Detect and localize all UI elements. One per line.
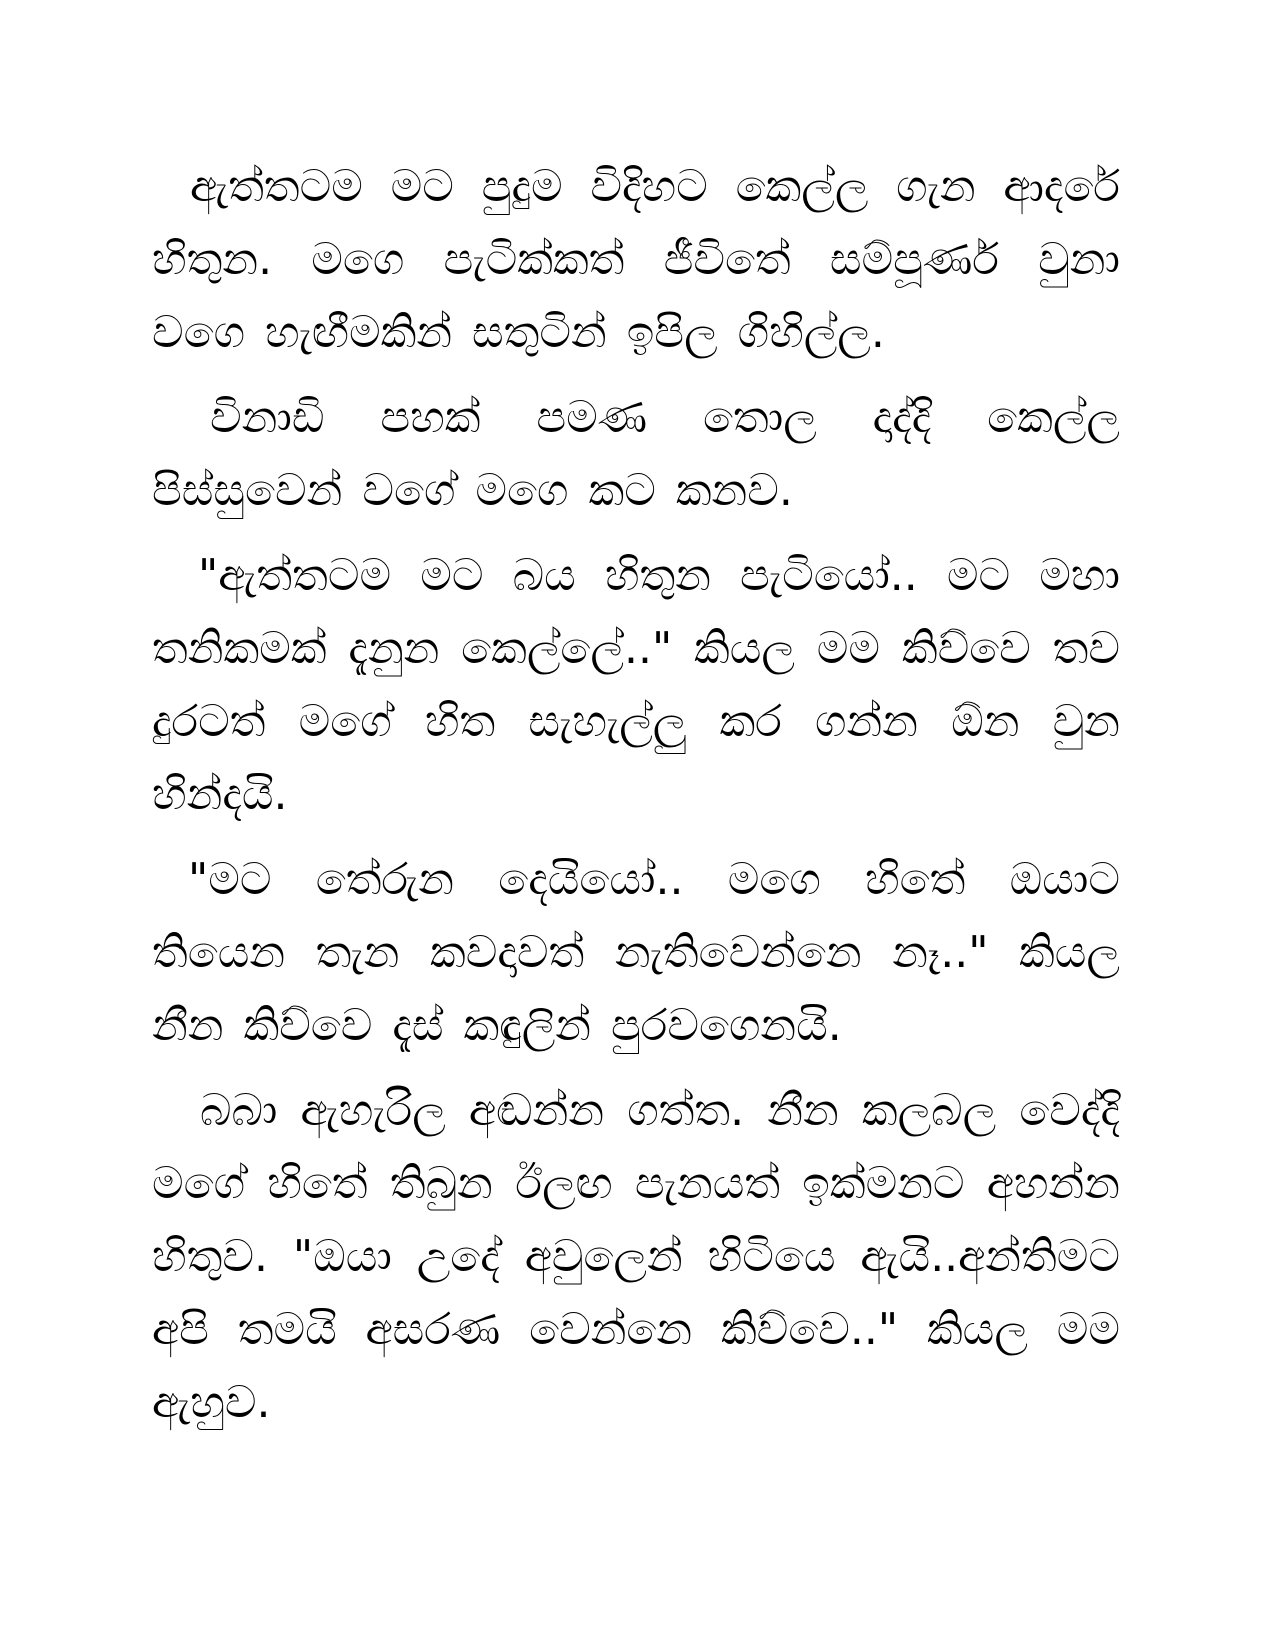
paragraph-3: "ඇත්තටම මට බය හිතුන පැටියෝ.. මට මහා තනිකමක් දැනුන කෙල්ලේ.." කියල මම කිව්වෙ තව දුරටත් මගේ හිත සැහැල්ලු කර ගන්න ඕන වුන හින්දයි. xyxy=(152,550,1120,820)
paragraph-4: "මට තේරුන දෙයියෝ.. මගෙ හිතේ ඔයාට තියෙන තැන කවදාවත් නැතිවෙන්නෙ නෑ.." කියල නීන කිව්වෙ දැස් කඳුලින් පුරවගෙනයි. xyxy=(152,854,1120,1051)
paragraph-5: බබා ඇහැරිල අඬන්න ගත්ත. නීන කලබල වෙද්දි මගේ හිතේ තිබුන ඊලඟ පැනයත් ඉක්මනට අහන්න හිතුව. "ඔයා උදේ අවුලෙන් හිටියෙ ඇයි..අන්තිමට අපි තමයි අසරණ වෙන්නෙ කිව්වෙ.." කියල මම ඇහුව. xyxy=(152,1085,1120,1428)
story-text-block xyxy=(152,150,1120,1451)
paragraph-1: ඇත්තටම මට පුදුම විදිහට කෙල්ල ගැන ආදරේ හිතුන. මගෙ පැටික්කත් ජීවිතේ සම්පූර්ණ වුනා වගෙ හැඟීමකින් සතුටින් ඉපිල ගිහිල්ල. xyxy=(152,161,1120,358)
paragraph-2: විනාඩි පහක් පමණ තොල දාද්දි කෙල්ල පිස්සුවෙන් වගේ මගෙ කට කනව. xyxy=(152,392,1120,516)
